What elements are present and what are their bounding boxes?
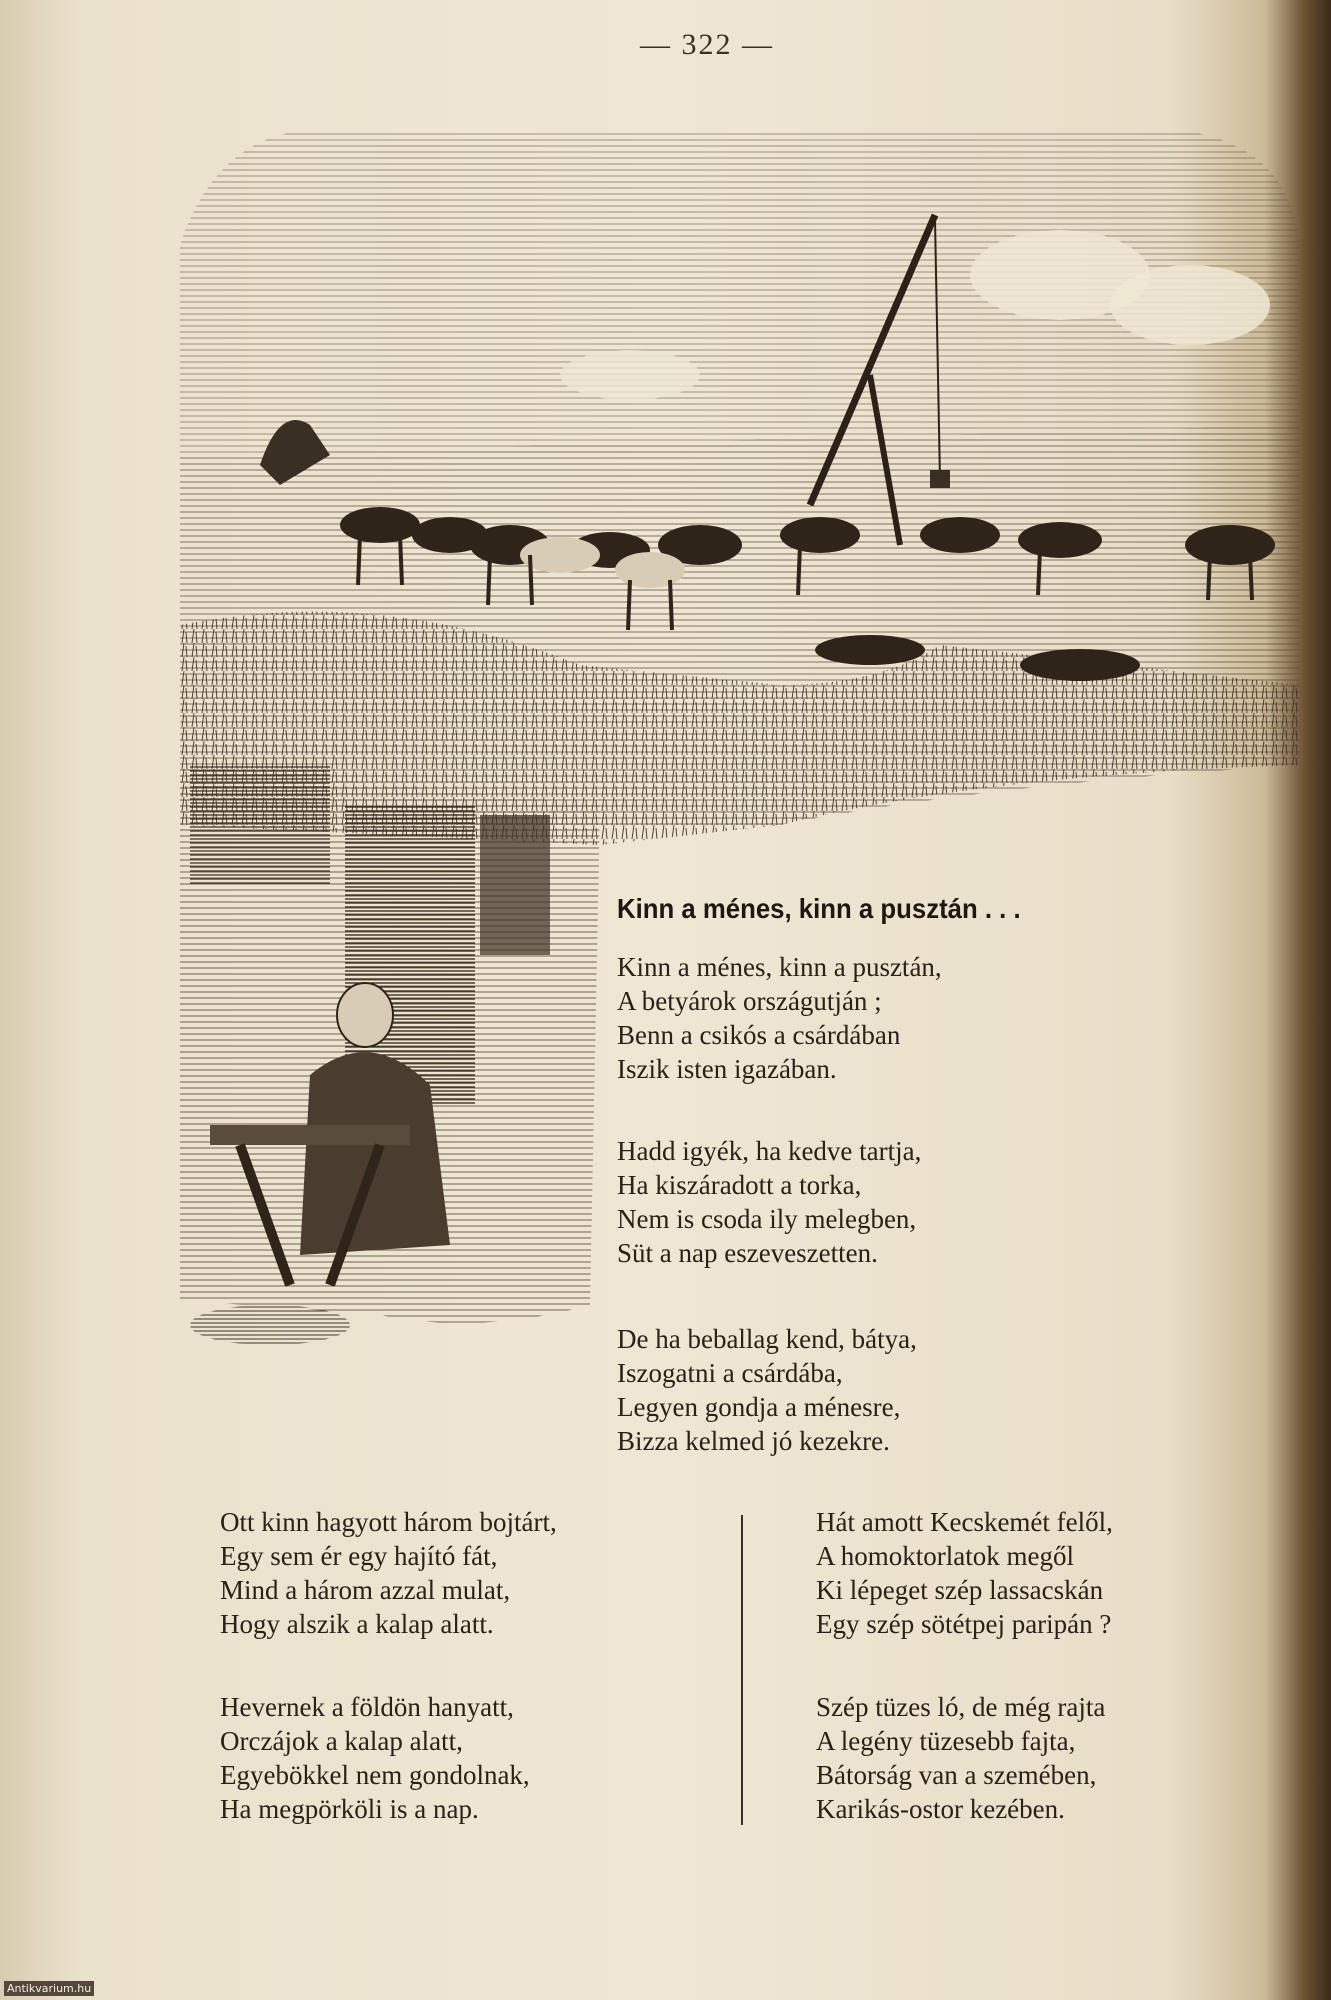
verse-line: Ha megpörköli is a nap. (220, 1794, 479, 1824)
verse-line: Egy szép sötétpej paripán ? (816, 1609, 1112, 1639)
verse-line: Egyebökkel nem gondolnak, (220, 1760, 530, 1790)
verse-line: Ott kinn hagyott három bojtárt, (220, 1507, 557, 1537)
verse-line: Iszogatni a csárdába, (617, 1358, 843, 1388)
page-number: — 322 — (640, 28, 774, 61)
verse-line: Iszik isten igazában. (617, 1054, 837, 1084)
verse-line: Ha kiszáradott a torka, (617, 1170, 862, 1200)
verse-line: Hadd igyék, ha kedve tartja, (617, 1136, 922, 1166)
verse-line: A homoktorlatok megől (816, 1541, 1074, 1571)
stanza-1 (617, 950, 942, 1086)
verse-line: Legyen gondja a ménesre, (617, 1392, 901, 1422)
stanza-7 (816, 1690, 1105, 1826)
verse-line: Szép tüzes ló, de még rajta (816, 1692, 1106, 1722)
watermark: Antikvarium.hu (4, 1981, 94, 1996)
verse-line: Egy sem ér egy hajító fát, (220, 1541, 498, 1571)
verse-line: Hogy alszik a kalap alatt. (220, 1609, 494, 1639)
verse-line: Nem is csoda ily melegben, (617, 1204, 917, 1234)
poem-title: Kinn a ménes, kinn a pusztán . . . (617, 893, 1021, 924)
verse-line: Kinn a ménes, kinn a pusztán, (617, 952, 942, 982)
verse-line: Karikás-ostor kezében. (816, 1794, 1065, 1824)
stanza-3 (617, 1322, 917, 1458)
verse-line: Hát amott Kecskemét felől, (816, 1507, 1113, 1537)
verse-line: Bátorság van a szemében, (816, 1760, 1097, 1790)
verse-line: De ha beballag kend, bátya, (617, 1324, 917, 1354)
verse-line: A betyárok országutján ; (617, 986, 882, 1016)
verse-line: Bizza kelmed jó kezekre. (617, 1426, 890, 1456)
verse-line: Mind a három azzal mulat, (220, 1575, 511, 1605)
verse-line: Orczájok a kalap alatt, (220, 1726, 463, 1756)
column-divider (741, 1515, 743, 1825)
stanza-5 (220, 1690, 530, 1826)
verse-line: Ki lépeget szép lassacskán (816, 1575, 1104, 1605)
verse-line: Süt a nap eszeveszetten. (617, 1238, 878, 1268)
verse-line: A legény tüzesebb fajta, (816, 1726, 1076, 1756)
stanza-2 (617, 1134, 921, 1270)
stanza-6 (816, 1505, 1113, 1641)
verse-line: Hevernek a földön hanyatt, (220, 1692, 514, 1722)
stanza-4 (220, 1505, 557, 1641)
verse-line: Benn a csikós a csárdában (617, 1020, 901, 1050)
